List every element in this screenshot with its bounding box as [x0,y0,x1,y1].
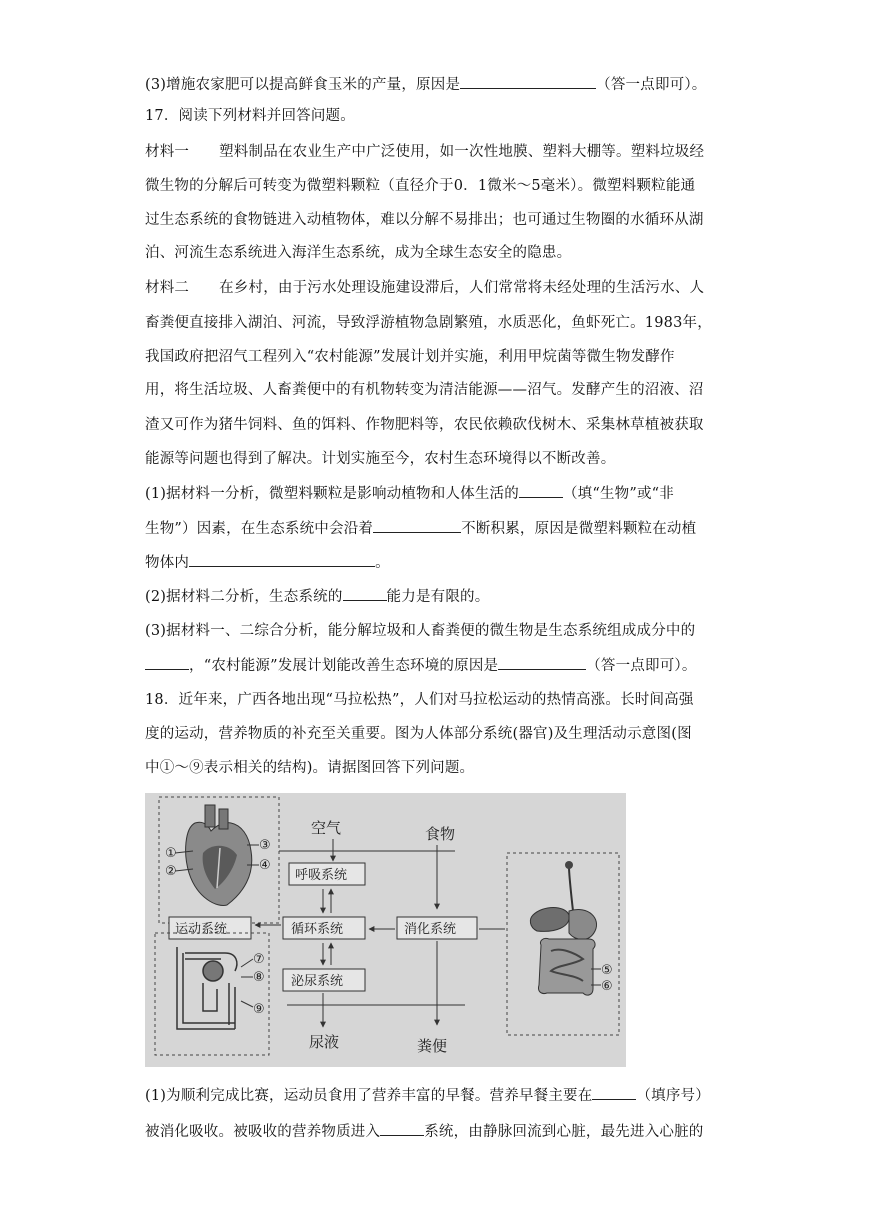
material-1-line-3: 过生态系统的食物链进入动植物体，难以分解不易排出；也可通过生物圈的水循环从湖 [145,212,704,228]
q17-part3-line-2 [145,655,727,676]
material-1-line-1 [145,142,727,162]
food-label: 食物 [425,825,456,843]
q17-part1-line-3 [145,552,727,573]
text: 在乡村，由于污水处理设施建设滞后，人们常常将未经处理的生活污水、人 [219,280,705,296]
text: （答一点即可）。 [586,658,697,674]
label-7: ⑦ [253,952,265,967]
text: 不断积累，原因是微塑料颗粒在动植 [461,521,697,537]
material-1-line-4: 泊、河流生态系统进入海洋生态系统，成为全球生态安全的隐患。 [145,245,572,261]
answer-blank[interactable] [145,655,189,670]
material-2-label: 材料二 [145,280,190,296]
label-9: ⑨ [253,1002,265,1017]
q18-part1-line-2 [145,1121,727,1142]
answer-blank[interactable] [498,655,586,670]
text: 。 [375,555,390,571]
text: 塑料制品在农业生产中广泛使用，如一次性地膜、塑料大棚等。塑料垃圾经 [219,144,705,160]
material-2-line-2: 畜粪便直接排入湖泊、河流，导致浮游植物急剧繁殖，水质恶化，鱼虾死亡。1983年， [145,315,712,331]
answer-blank[interactable] [373,518,461,533]
material-1-line-2: 微生物的分解后可转变为微塑料颗粒（直径介于0．1微米～5毫米）。微塑料颗粒能通 [145,178,696,194]
heart-icon [186,805,252,906]
text: 物体内 [145,555,190,571]
q18-line-2: 度的运动，营养物质的补充至关重要。图为人体部分系统(器官)及生理活动示意图(图 [145,726,692,742]
text: （填序号） [636,1088,710,1104]
motor-label: 运动系统 [175,922,228,937]
answer-blank[interactable] [380,1121,424,1136]
label-2: ② [165,864,177,879]
text: (1)据材料一分析，微塑料颗粒是影响动植物和人体生活的 [145,486,519,502]
label-1: ① [165,846,177,861]
text: （填“生物”或“非 [562,486,674,502]
nephron-icon [177,947,237,1029]
urine-label: 尿液 [309,1033,340,1051]
q18-line-3: 中①～⑨表示相关的结构)。请据图回答下列问题。 [145,760,475,776]
text: 能力是有限的。 [386,589,490,605]
q18-part1-line-1 [145,1085,727,1106]
text: （答一点即可）。 [596,77,707,93]
text: 生物”）因素，在生态系统中会沿着 [145,521,374,537]
q17-intro: 17．阅读下列材料并回答问题。 [145,108,355,124]
q17-part3-line-1: (3)据材料一、二综合分析，能分解垃圾和人畜粪便的微生物是生态系统组成成分中的 [145,623,696,639]
digestive-label: 消化系统 [404,922,457,937]
body-systems-diagram [145,793,626,1067]
q16-part3 [145,74,727,95]
label-6: ⑥ [601,979,613,994]
nephron-panel [155,933,269,1055]
text: (1)为顺利完成比赛，运动员食用了营养丰富的早餐。营养早餐主要在 [145,1088,593,1104]
text: (2)据材料二分析，生态系统的 [145,589,343,605]
material-2-line-5: 渣又可作为猪牛饲料、鱼的饵料、作物肥料等，农民依赖砍伐树木、采集林草植被获取 [145,417,704,433]
text: 系统，由静脉回流到心脏，最先进入心脏的 [424,1124,704,1140]
digestive-organs-icon [530,861,596,995]
answer-blank[interactable] [189,552,375,567]
answer-blank[interactable] [592,1085,636,1100]
material-2-line-1 [145,278,727,298]
air-label: 空气 [311,819,342,837]
urinary-label: 泌尿系统 [291,974,344,989]
material-1-label: 材料一 [145,144,190,160]
q17-part2 [145,586,727,607]
text: (3)增施农家肥可以提高鲜食玉米的产量，原因是 [145,77,461,93]
answer-blank[interactable] [519,483,563,498]
material-2-line-6: 能源等问题也得到了解决。计划实施至今，农村生态环境得以不断改善。 [145,451,616,467]
material-2-line-3: 我国政府把沼气工程列入“农村能源”发展计划并实施，利用甲烷菌等微生物发酵作 [145,349,675,365]
label-3: ③ [259,838,271,853]
q17-part1-line-2 [145,518,727,539]
respiratory-label: 呼吸系统 [295,868,348,883]
circulatory-label: 循环系统 [291,922,344,937]
label-8: ⑧ [253,970,265,985]
label-5: ⑤ [601,963,613,978]
q17-part1-line-1 [145,483,727,504]
material-2-line-4: 用，将生活垃圾、人畜粪便中的有机物转变为清洁能源——沼气。发酵产生的沼液、沼 [145,382,704,398]
text: ，“农村能源”发展计划能改善生态环境的原因是 [189,658,499,674]
text: 被消化吸收。被吸收的营养物质进入 [145,1124,381,1140]
answer-blank[interactable] [343,586,387,601]
feces-label: 粪便 [417,1037,448,1055]
label-4: ④ [259,858,271,873]
q18-line-1: 18．近年来，广西各地出现“马拉松热”，人们对马拉松运动的热情高涨。长时间高强 [145,692,694,708]
answer-blank[interactable] [460,74,596,89]
